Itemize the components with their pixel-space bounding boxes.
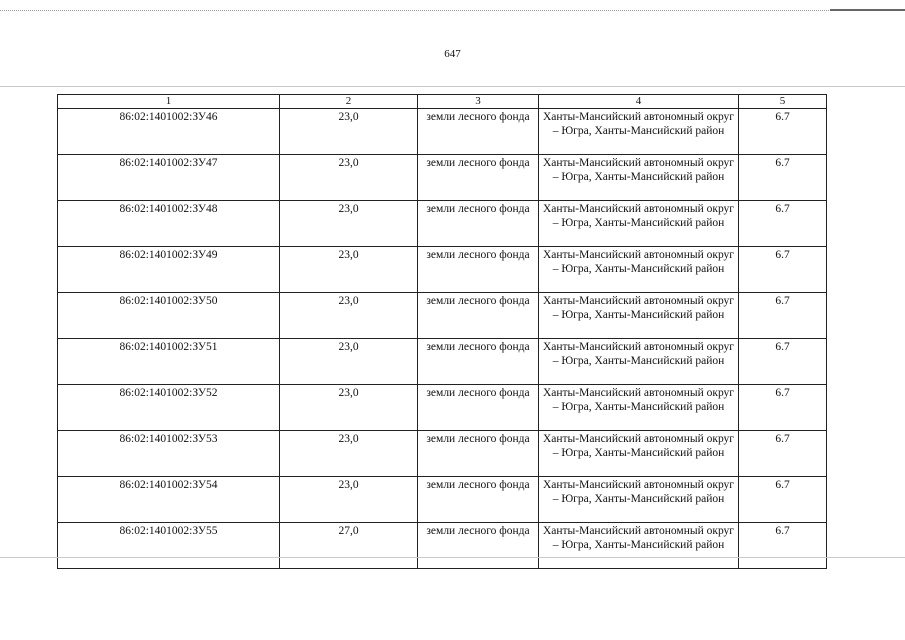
cadastral-number-cell: 86:02:1401002:ЗУ47 — [58, 155, 280, 201]
page-rule-bottom — [0, 557, 905, 558]
table-row — [58, 155, 827, 201]
reference-cell: 6.7 — [739, 385, 827, 431]
reference-cell: 6.7 — [739, 155, 827, 201]
reference-cell: 6.7 — [739, 109, 827, 155]
land-category-cell: земли лесного фонда — [418, 201, 539, 247]
cadastral-number-cell: 86:02:1401002:ЗУ46 — [58, 109, 280, 155]
location-cell: Ханты-Мансийский автономный округ – Югра, Ханты-Мансийский район — [539, 109, 739, 155]
land-category-cell: земли лесного фонда — [418, 385, 539, 431]
scan-top-edge — [0, 10, 905, 11]
column-header-2: 2 — [280, 95, 418, 109]
column-header-3: 3 — [418, 95, 539, 109]
cadastral-number-cell: 86:02:1401002:ЗУ49 — [58, 247, 280, 293]
table-row — [58, 339, 827, 385]
column-header-5: 5 — [739, 95, 827, 109]
column-header-4: 4 — [539, 95, 739, 109]
reference-cell: 6.7 — [739, 431, 827, 477]
page-rule-top — [0, 86, 905, 87]
area-cell: 23,0 — [280, 155, 418, 201]
area-cell: 27,0 — [280, 523, 418, 569]
column-header-1: 1 — [58, 95, 280, 109]
land-plots-table — [57, 94, 827, 569]
reference-cell: 6.7 — [739, 477, 827, 523]
table-row — [58, 385, 827, 431]
area-cell: 23,0 — [280, 385, 418, 431]
reference-cell: 6.7 — [739, 247, 827, 293]
area-cell: 23,0 — [280, 477, 418, 523]
reference-cell: 6.7 — [739, 339, 827, 385]
reference-cell: 6.7 — [739, 523, 827, 569]
table-row — [58, 109, 827, 155]
area-cell: 23,0 — [280, 201, 418, 247]
table-row — [58, 431, 827, 477]
location-cell: Ханты-Мансийский автономный округ – Югра, Ханты-Мансийский район — [539, 155, 739, 201]
area-cell: 23,0 — [280, 293, 418, 339]
table-row — [58, 293, 827, 339]
table-header-row — [58, 95, 827, 109]
land-category-cell: земли лесного фонда — [418, 109, 539, 155]
location-cell: Ханты-Мансийский автономный округ – Югра, Ханты-Мансийский район — [539, 247, 739, 293]
table-row — [58, 247, 827, 293]
land-category-cell: земли лесного фонда — [418, 339, 539, 385]
cadastral-number-cell: 86:02:1401002:ЗУ53 — [58, 431, 280, 477]
cadastral-number-cell: 86:02:1401002:ЗУ55 — [58, 523, 280, 569]
cadastral-number-cell: 86:02:1401002:ЗУ54 — [58, 477, 280, 523]
land-category-cell: земли лесного фонда — [418, 293, 539, 339]
area-cell: 23,0 — [280, 109, 418, 155]
area-cell: 23,0 — [280, 431, 418, 477]
land-category-cell: земли лесного фонда — [418, 247, 539, 293]
location-cell: Ханты-Мансийский автономный округ – Югра, Ханты-Мансийский район — [539, 293, 739, 339]
land-category-cell: земли лесного фонда — [418, 523, 539, 569]
table-row — [58, 477, 827, 523]
cadastral-number-cell: 86:02:1401002:ЗУ50 — [58, 293, 280, 339]
location-cell: Ханты-Мансийский автономный округ – Югра, Ханты-Мансийский район — [539, 431, 739, 477]
reference-cell: 6.7 — [739, 201, 827, 247]
land-category-cell: земли лесного фонда — [418, 477, 539, 523]
location-cell: Ханты-Мансийский автономный округ – Югра, Ханты-Мансийский район — [539, 477, 739, 523]
land-category-cell: земли лесного фонда — [418, 155, 539, 201]
area-cell: 23,0 — [280, 339, 418, 385]
cadastral-number-cell: 86:02:1401002:ЗУ51 — [58, 339, 280, 385]
location-cell: Ханты-Мансийский автономный округ – Югра, Ханты-Мансийский район — [539, 339, 739, 385]
location-cell: Ханты-Мансийский автономный округ – Югра, Ханты-Мансийский район — [539, 201, 739, 247]
cadastral-number-cell: 86:02:1401002:ЗУ48 — [58, 201, 280, 247]
location-cell: Ханты-Мансийский автономный округ – Югра, Ханты-Мансийский район — [539, 523, 739, 569]
page-number: 647 — [444, 48, 461, 60]
table-row — [58, 523, 827, 569]
table-row — [58, 201, 827, 247]
land-category-cell: земли лесного фонда — [418, 431, 539, 477]
location-cell: Ханты-Мансийский автономный округ – Югра, Ханты-Мансийский район — [539, 385, 739, 431]
cadastral-number-cell: 86:02:1401002:ЗУ52 — [58, 385, 280, 431]
area-cell: 23,0 — [280, 247, 418, 293]
scan-top-edge-dark — [830, 9, 905, 11]
reference-cell: 6.7 — [739, 293, 827, 339]
